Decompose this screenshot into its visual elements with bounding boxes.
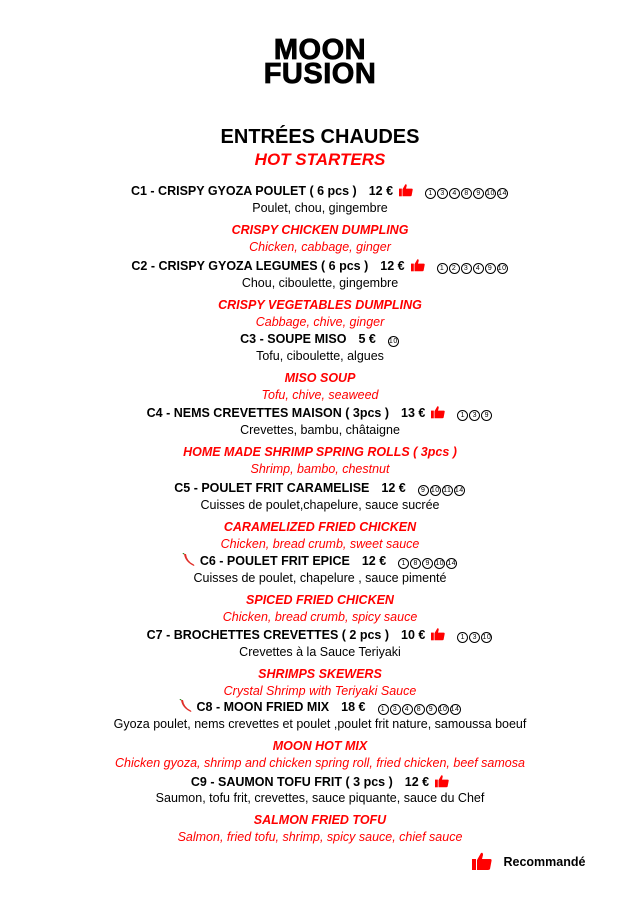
allergen-badge: 1 (457, 632, 468, 643)
allergen-badge: 9 (473, 188, 484, 199)
item-heading (0, 405, 640, 422)
menu-item-c3 (0, 332, 640, 403)
item-description-en: Chicken gyoza, shrimp and chicken spring roll, fried chicken, beef samosa (115, 756, 525, 770)
item-name-en: SALMON FRIED TOFU (253, 813, 387, 827)
allergen-badge: 11 (443, 487, 452, 494)
allergen-list (457, 409, 493, 420)
allergen-list (425, 187, 509, 198)
allergen-badge: 1 (378, 704, 389, 715)
item-description-en: Crystal Shrimp with Teriyaki Sauce (223, 684, 417, 698)
item-heading (0, 332, 640, 348)
allergen-badge: 1 (437, 263, 448, 274)
item-title: C7 - BROCHETTES CREVETTES ( 2 pcs ) (146, 628, 390, 642)
logo (0, 34, 640, 90)
section-subtitle: HOT STARTERS (254, 150, 386, 169)
allergen-badge: 4 (473, 263, 484, 274)
allergen-badge: 1 (398, 558, 409, 569)
item-price: 18 € (341, 700, 366, 714)
allergen-badge: 3 (437, 188, 448, 199)
allergen-badge: 3 (469, 632, 480, 643)
item-price: 12 € (368, 184, 394, 198)
allergen-badge: 14 (447, 560, 457, 567)
thumbs-up-icon (411, 258, 425, 272)
item-description-fr: Tofu, ciboulette, algues (256, 349, 384, 363)
allergen-badge: 8 (410, 558, 421, 569)
item-price: 12 € (404, 775, 430, 789)
item-name-en: CRISPY CHICKEN DUMPLING (231, 223, 409, 237)
allergen-list (418, 484, 466, 495)
item-title: C5 - POULET FRIT CARAMELISE (174, 481, 370, 495)
item-description-fr: Crevettes, bambu, châtaigne (240, 423, 400, 437)
thumbs-up-icon (431, 627, 445, 641)
allergen-badge: 10 (430, 487, 440, 494)
item-name-en: MOON HOT MIX (272, 739, 368, 753)
item-description-fr: Chou, ciboulette, gingembre (241, 276, 399, 290)
menu-item-c4 (0, 405, 640, 477)
allergen-badge: 2 (449, 263, 460, 274)
allergen-badge: 14 (498, 190, 507, 197)
item-price: 12 € (380, 259, 405, 273)
item-heading (0, 553, 640, 570)
allergen-list (437, 262, 509, 273)
allergen-badge: 1 (425, 188, 436, 199)
legend-label: Recommandé (503, 855, 586, 869)
allergen-badge: 10 (435, 560, 445, 567)
item-description-en: Chicken, bread crumb, sweet sauce (220, 537, 420, 551)
menu-item-c6 (0, 553, 640, 625)
allergen-badge: 9 (418, 485, 429, 496)
item-description-en: Tofu, chive, seaweed (261, 388, 379, 402)
menu-item-c1 (0, 183, 640, 255)
logo-line-1: MOON (273, 34, 367, 66)
allergen-list (457, 631, 493, 642)
allergen-badge: 10 (482, 634, 492, 641)
chili-pepper-icon (182, 553, 196, 567)
allergen-badge: 8 (461, 188, 472, 199)
item-name-en: HOME MADE SHRIMP SPRING ROLLS ( 3pcs ) (183, 445, 457, 459)
item-description-fr: Poulet, chou, gingembre (252, 201, 388, 215)
item-title: C8 - MOON FRIED MIX (196, 700, 330, 714)
item-description-en: Chicken, bread crumb, spicy sauce (222, 610, 418, 624)
allergen-badge: 3 (469, 410, 480, 421)
section-title: ENTRÉES CHAUDES (220, 126, 420, 148)
item-price: 12 € (361, 554, 387, 568)
item-price: 10 € (401, 628, 426, 642)
item-description-fr: Cuisses de poulet,chapelure, sauce sucrée (200, 498, 440, 512)
item-title: C3 - SOUPE MISO (240, 332, 347, 346)
allergen-badge: 1 (457, 410, 468, 421)
menu-item-c7 (0, 627, 640, 699)
menu-item-c5 (0, 481, 640, 552)
item-heading (0, 699, 640, 716)
item-name-en: MISO SOUP (284, 371, 356, 385)
allergen-badge: 9 (481, 410, 492, 421)
item-description-en: Salmon, fried tofu, shrimp, spicy sauce, chief sauce (177, 830, 463, 844)
item-description-fr: Cuisses de poulet, chapelure , sauce pimenté (193, 571, 447, 585)
item-description-fr: Saumon, tofu frit, crevettes, sauce piquante, sauce du Chef (155, 791, 485, 805)
allergen-badge: 4 (402, 704, 413, 715)
thumbs-up-icon (472, 852, 492, 870)
thumbs-up-icon (431, 405, 445, 419)
item-price: 12 € (381, 481, 406, 495)
allergen-list (388, 335, 400, 346)
item-title: C2 - CRISPY GYOZA LEGUMES ( 6 pcs ) (131, 259, 369, 273)
item-heading (0, 627, 640, 644)
allergen-list (378, 703, 462, 714)
item-heading (0, 774, 640, 790)
allergen-badge: 9 (426, 704, 437, 715)
allergen-badge: 8 (414, 704, 425, 715)
item-title: C4 - NEMS CREVETTES MAISON ( 3pcs ) (146, 406, 390, 420)
item-title: C9 - SAUMON TOFU FRIT ( 3 pcs ) (190, 775, 393, 789)
item-heading (0, 183, 640, 200)
item-description-en: Chicken, cabbage, ginger (249, 240, 391, 254)
item-heading (0, 481, 640, 497)
logo-line-2: FUSION (263, 58, 377, 90)
item-title: C1 - CRISPY GYOZA POULET ( 6 pcs ) (130, 184, 357, 198)
item-price: 5 € (358, 332, 376, 346)
thumbs-up-icon (399, 183, 413, 197)
menu-item-c2 (0, 258, 640, 330)
item-title: C6 - POULET FRIT EPICE (199, 554, 350, 568)
item-description-en: Cabbage, chive, ginger (255, 315, 385, 329)
allergen-badge: 10 (486, 190, 495, 197)
item-heading (0, 258, 640, 275)
allergen-badge: 9 (422, 558, 433, 569)
allergen-badge: 10 (497, 265, 507, 272)
item-description-fr: Crevettes à la Sauce Teriyaki (239, 645, 401, 659)
chili-pepper-icon (179, 699, 193, 713)
allergen-badge: 14 (454, 487, 464, 494)
allergen-list (398, 557, 458, 568)
allergen-badge: 9 (485, 263, 496, 274)
legend-recommended (472, 852, 585, 870)
allergen-badge: 14 (450, 706, 460, 713)
item-description-en: Shrimp, bambo, chestnut (250, 462, 390, 476)
item-name-en: SHRIMPS SKEWERS (258, 667, 382, 681)
item-name-en: SPICED FRIED CHICKEN (246, 593, 394, 607)
thumbs-up-icon (435, 774, 449, 788)
item-price: 13 € (401, 406, 426, 420)
item-name-en: CARAMELIZED FRIED CHICKEN (223, 520, 417, 534)
allergen-badge: 10 (388, 338, 398, 345)
allergen-badge: 10 (438, 706, 448, 713)
allergen-badge: 3 (461, 263, 472, 274)
menu-item-c8 (0, 699, 640, 771)
item-name-en: CRISPY VEGETABLES DUMPLING (218, 298, 422, 312)
menu-item-c9 (0, 774, 640, 845)
allergen-badge: 4 (449, 188, 460, 199)
allergen-badge: 3 (390, 704, 401, 715)
item-description-fr: Gyoza poulet, nems crevettes et poulet ,poulet frit nature, samoussa boeuf (113, 717, 527, 731)
